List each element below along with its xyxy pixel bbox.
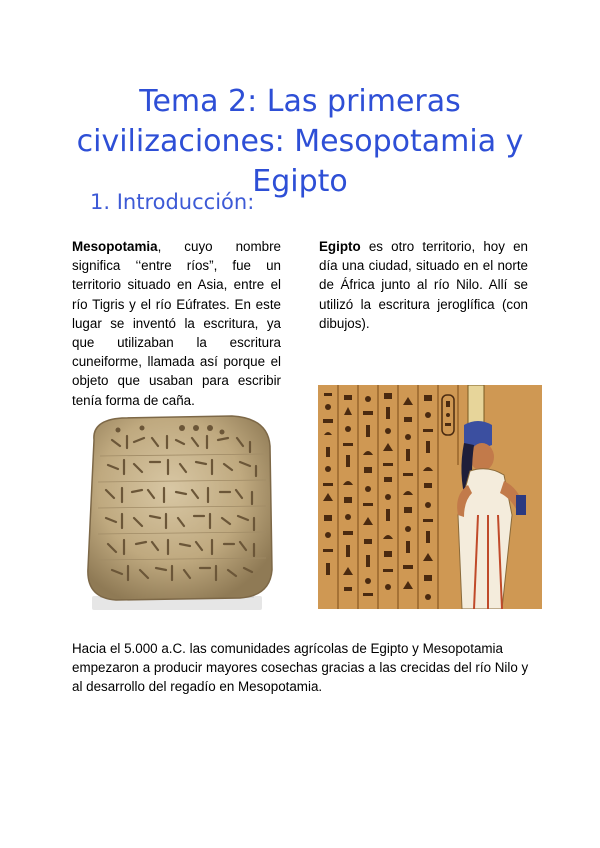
cuneiform-tablet-image — [72, 410, 283, 620]
mesopotamia-paragraph — [72, 237, 281, 410]
section-heading: 1. Introducción: — [90, 190, 255, 214]
cuneiform-tablet-drawing — [72, 410, 283, 620]
egipto-text: es otro territorio, hoy en día una ciudad, situado en el norte de África junto al río Nilo. Allí se utilizó la escritura jeroglífica (con dibujos). — [319, 239, 528, 331]
closing-paragraph: Hacia el 5.000 a.C. las comunidades agrícolas de Egipto y Mesopotamia empezaron a producir mayores cosechas gracias a las crecidas del río Nilo y al desarrollo del regadío en Mesopotamia. — [72, 641, 529, 695]
mesopotamia-term: Mesopotamia — [72, 239, 158, 254]
page-title: Tema 2: Las primeras civilizaciones: Mesopotamia y Egipto — [76, 84, 524, 200]
mesopotamia-text: , cuyo nombre significa ‘‘entre ríos”, fue un territorio situado en Asia, entre el río Tigris y el río Eúfrates. En este lugar se inventó la escritura, ya que utilizaban la escritura cuneiforme, llamada así porque el objeto que usaban para escribir tenía forma de caña. — [72, 239, 281, 408]
egyptian-wall-drawing — [318, 385, 542, 609]
egipto-term: Egipto — [319, 239, 361, 254]
egipto-paragraph — [319, 237, 528, 333]
egyptian-hieroglyphs-image — [318, 385, 542, 609]
